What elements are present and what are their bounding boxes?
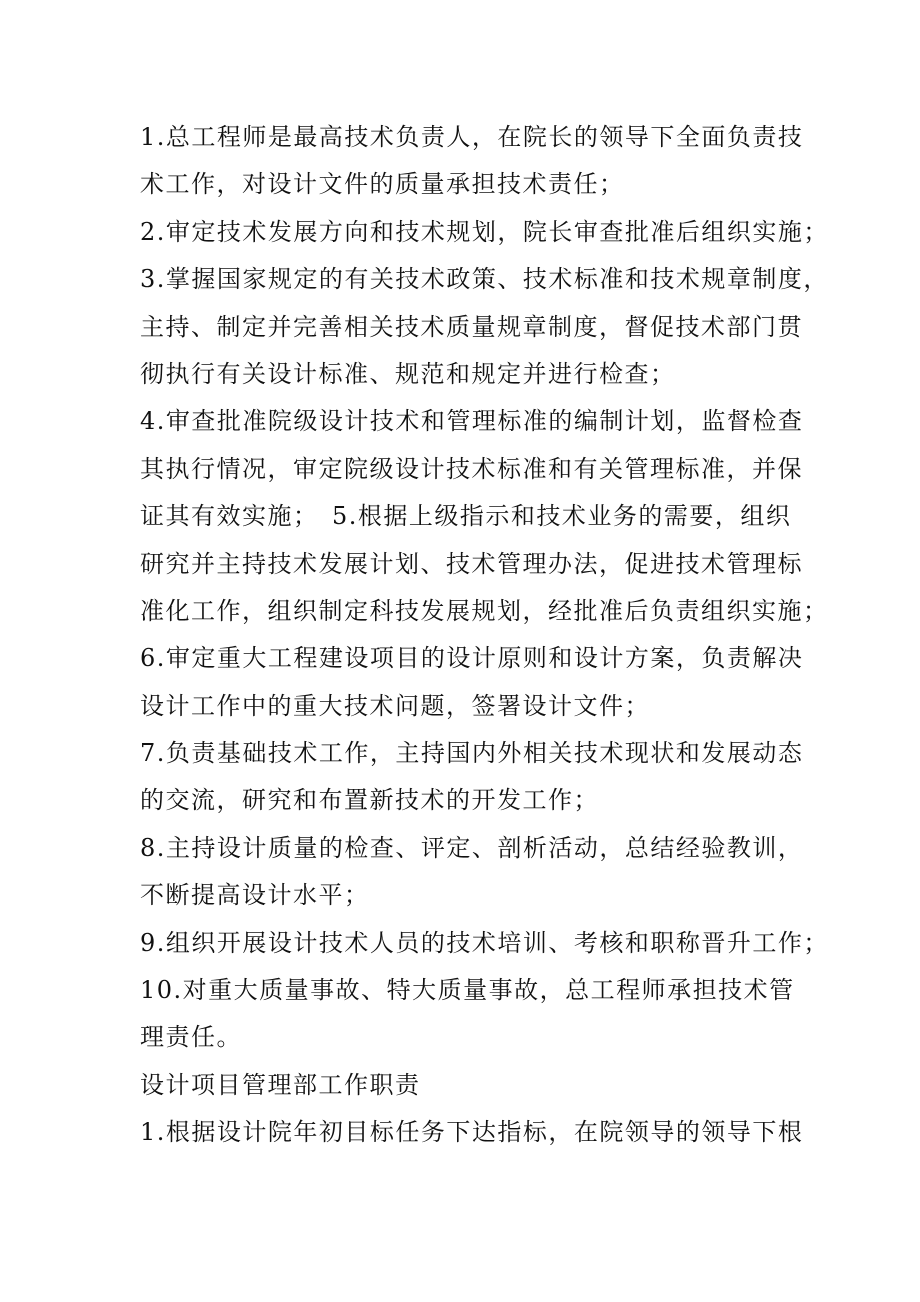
text-line: 证其有效实施； 5.根据上级指示和技术业务的需要，组织 [140, 502, 792, 531]
text-line: 其执行情况，审定院级设计技术标准和有关管理标准，并保 [140, 454, 803, 483]
text-line: 7.负责基础技术工作，主持国内外相关技术现状和发展动态 [140, 739, 804, 768]
text-line: 准化工作，组织制定科技发展规划，经批准后负责组织实施； [140, 596, 829, 625]
text-line: 1.总工程师是最高技术负责人，在院长的领导下全面负责技 [140, 123, 804, 151]
text-line: 主持、制定并完善相关技术质量规章制度，督促技术部门贯 [140, 312, 803, 341]
text-line: 9.组织开展设计技术人员的技术培训、考核和职称晋升工作； [140, 928, 829, 957]
text-line: 理责任。 [140, 1023, 242, 1052]
text-line: 8.主持设计质量的检查、评定、剖析活动，总结经验教训， [140, 833, 804, 862]
section-heading: 设计项目管理部工作职责 [140, 1070, 421, 1099]
text-line: 2.审定技术发展方向和技术规划，院长审查批准后组织实施； [140, 217, 829, 246]
text-line: 的交流，研究和布置新技术的开发工作； [140, 786, 599, 815]
text-line: 1.根据设计院年初目标任务下达指标，在院领导的领导下根 [140, 1118, 804, 1147]
text-line: 6.审定重大工程建设项目的设计原则和设计方案，负责解决 [140, 644, 804, 673]
text-line: 设计工作中的重大技术问题，签署设计文件； [140, 691, 650, 720]
text-line: 10.对重大质量事故、特大质量事故，总工程师承担技术管 [140, 976, 795, 1005]
text-line: 3.掌握国家规定的有关技术政策、技术标准和技术规章制度， [140, 265, 829, 294]
document-body [140, 114, 829, 1157]
text-line: 术工作，对设计文件的质量承担技术责任； [140, 170, 625, 199]
text-line: 4.审查批准院级设计技术和管理标准的编制计划，监督检查 [140, 407, 804, 436]
text-line: 不断提高设计水平； [140, 881, 370, 910]
text-line: 彻执行有关设计标准、规范和规定并进行检查； [140, 359, 676, 388]
text-line: 研究并主持技术发展计划、技术管理办法，促进技术管理标 [140, 549, 803, 578]
